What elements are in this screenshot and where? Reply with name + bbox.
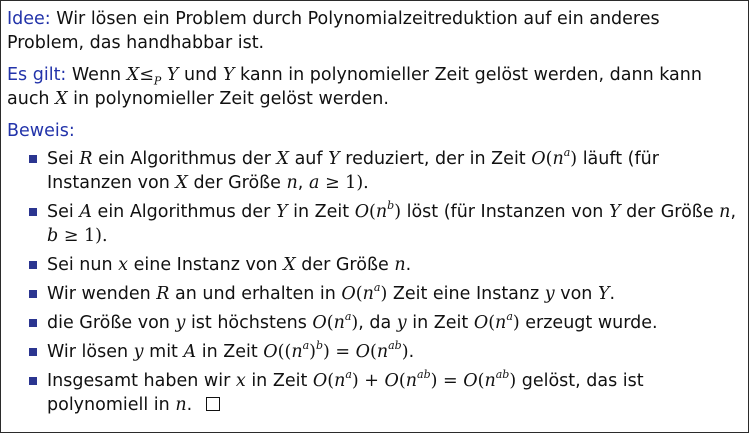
proof-steps <box>29 147 738 422</box>
list-item: Insgesamt haben wir x in Zeit $O(n^a) + O(n^{ab}) = O(n^{ab})$ gelöst, das ist polynomiell in n. <box>29 369 738 417</box>
es-gilt-t3: kann in polynomieller Zeit gelöst werden, dann kann auch <box>7 65 702 109</box>
list-item: Wir lösen y mit A in Zeit $O((n^a)^b) = O(n^{ab})$. <box>29 340 738 364</box>
bullet-square-icon <box>29 348 37 356</box>
list-item: Sei R ein Algorithmus der X auf Y reduziert, der in Zeit $O(n^a)$ läuft (für Instanzen von X der Größe n, a ≥ 1). <box>29 147 738 195</box>
es-gilt-label: Es gilt: <box>7 65 67 85</box>
qed-square-icon <box>206 397 220 411</box>
math-le: ≤ <box>139 65 154 85</box>
bullet-square-icon <box>29 155 37 163</box>
es-gilt-t2: und <box>183 65 218 85</box>
list-item: die Größe von y ist höchstens $O(n^a)$, da y in Zeit $O(n^a)$ erzeugt wurde. <box>29 311 738 335</box>
es-gilt-paragraph <box>7 63 740 111</box>
es-gilt-t4: in polynomieller Zeit gelöst werden. <box>73 89 389 109</box>
math-Y: Y <box>166 65 179 85</box>
list-item: Wir wenden R an und erhalten in $O(n^a)$ Zeit eine Instanz y von Y. <box>29 282 738 306</box>
bullet-square-icon <box>29 261 37 269</box>
idee-label: Idee: <box>7 9 51 29</box>
math-X: X <box>126 65 140 85</box>
list-item: Sei nun x eine Instanz von X der Größe n. <box>29 253 738 277</box>
bullet-square-icon <box>29 290 37 298</box>
beweis-label: Beweis: <box>7 121 75 141</box>
math-Y: Y <box>222 65 235 85</box>
bullet-square-icon <box>29 208 37 216</box>
math-X: X <box>55 89 68 109</box>
bullet-square-icon <box>29 319 37 327</box>
bullet-square-icon <box>29 377 37 385</box>
list-item: Sei A ein Algorithmus der Y in Zeit $O(n^b)$ löst (für Instanzen von Y der Größe n, b ≥ 1). <box>29 200 738 248</box>
es-gilt-t1: Wenn <box>71 65 122 85</box>
math-P: P <box>153 74 162 88</box>
idee-text: Wir lösen ein Problem durch Polynomialzeitreduktion auf ein anderes Problem, das handhabbar ist. <box>7 9 660 53</box>
idee-paragraph <box>7 7 740 55</box>
